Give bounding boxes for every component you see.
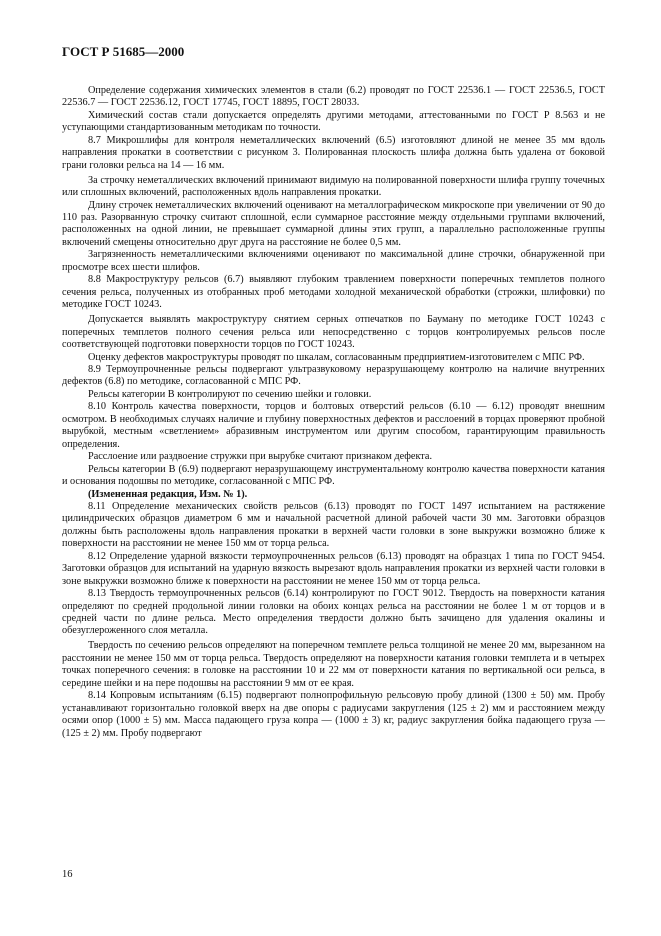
document-body	[62, 85, 605, 740]
paragraph: Рельсы категории В контролируют по сечению шейки и головки.	[88, 388, 372, 400]
paragraph: Химический состав стали допускается определять другими методами, аттестованными по ГОСТ Р 8.563 и не уступающими стандартизованным методикам по точности.	[62, 109, 605, 134]
paragraph-section-8-11: 8.11 Определение механических свойств рельсов (6.13) проводят по ГОСТ 1497 испытанием на растяжение цилиндрических образцов диаметром 6 мм и начальной расчетной длиной рабочей части 30 мм. Заготовки образцов должны быть расположены вдоль направления прокатки в верхней части головки в зоне выкружки возможно ближе к поверхности на расстоянии не менее 150 мм от торца рельса.	[62, 500, 605, 550]
paragraph-section-8-13: 8.13 Твердость термоупрочненных рельсов (6.14) контролируют по ГОСТ 9012. Твердость на поверхности катания определяют по средней продольной линии головки на обоих концах рельса на расстоянии не более 1 м от торцов и в средней части по длине рельса. Место определения твердости должно быть зачищено для удаления окалины и обезуглероженного слоя металла.	[62, 588, 605, 637]
paragraph-section-8-12: 8.12 Определение ударной вязкости термоупрочненных рельсов (6.13) проводят на образцах 1 типа по ГОСТ 9454. Заготовки образцов для испытаний на ударную вязкость вырезают вдоль направления прокатки из верхней части головки в зоне выкружки возможно ближе к поверхности на расстоянии не менее 150 мм от торца рельса.	[62, 550, 605, 587]
paragraph: Твердость по сечению рельсов определяют на поперечном темплете рельса толщиной не менее 20 мм, вырезанном на расстоянии не менее 150 мм от торца рельса. Твердость определяют на поверхности катания головки темплета и в четырех точках поперечного сечения: в головке на расстоянии 10 и 22 мм от поверхности катания по вертикальной оси рельса, в середине шейки и на пере подошвы на расстоянии 9 мм от ее края.	[62, 640, 605, 689]
page-number: 16	[62, 869, 73, 880]
amendment-note: (Измененная редакция, Изм. № 1).	[88, 488, 248, 500]
paragraph: Определение содержания химических элементов в стали (6.2) проводят по ГОСТ 22536.1 — ГОСТ 22536.5, ГОСТ 22536.7 — ГОСТ 22536.12, ГОСТ 17745, ГОСТ 18895, ГОСТ 28033.	[62, 85, 605, 109]
paragraph: За строчку неметаллических включений принимают видимую на полированной поверхности шлифа группу точечных или сплошных включений, расположенных вдоль направления прокатки.	[62, 174, 605, 199]
paragraph-section-8-9: 8.9 Термоупрочненные рельсы подвергают ультразвуковому неразрушающему контролю на наличие внутренних дефектов (6.8) по методике, согласованной с МПС РФ.	[62, 363, 605, 388]
paragraph: Оценку дефектов макроструктуры проводят по шкалам, согласованным предприятием-изготовителем с МПС РФ.	[88, 351, 585, 363]
paragraph-section-8-10: 8.10 Контроль качества поверхности, торцов и болтовых отверстий рельсов (6.10 — 6.12) проводят внешним осмотром. В необходимых случаях наличие и глубину поверхностных дефектов и расслоений в торцах проверяют пробной вырубкой, местным «светлением» абразивным инструментом или другим способом, гарантирующим правильность определения.	[62, 401, 605, 450]
paragraph-section-8-14: 8.14 Копровым испытаниям (6.15) подвергают полнопрофильную рельсовую пробу длиной (1300 ± 50) мм. Пробу устанавливают горизонтально головкой вверх на две опоры с радиусами закругления (125 ± 2) мм и расстоянием между осями опор (1000 ± 5) мм. Масса падающего груза копра — (1000 ± 3) кг, радиус закругления бойка падающего груза — (125 ± 2) мм. Пробу подвергают	[62, 690, 605, 739]
paragraph-section-8-7: 8.7 Микрошлифы для контроля неметаллических включений (6.5) изготовляют длиной не менее 35 мм вдоль направления прокатки в соответствии с рисунком 3. Полированная плоскость шлифа должна быть удалена от боковой грани головки рельса на 14 — 16 мм.	[62, 134, 605, 171]
paragraph: Загрязненность неметаллическими включениями оценивают по максимальной длине строчки, обнаруженной при просмотре всех шести шлифов.	[62, 249, 605, 273]
paragraph: Допускается выявлять макроструктуру снятием серных отпечатков по Бауману по методике ГОСТ 10243 с поперечных темплетов полного сечения рельса или непосредственно с торцов контролируемых рельсов после соответствующей подготовки поверхности торцов по ГОСТ 10243.	[62, 314, 605, 351]
document-header: ГОСТ Р 51685—2000	[62, 44, 185, 59]
paragraph: Рельсы категории В (6.9) подвергают неразрушающему инструментальному контролю качества поверхности катания и основания подошвы по методике, согласованной с МПС РФ.	[62, 463, 605, 488]
paragraph-section-8-8: 8.8 Макроструктуру рельсов (6.7) выявляют глубоким травлением поверхности поперечных темплетов полного сечения рельса, полученных из отобранных проб методами холодной механической обработки (строжки, шлифовки) по методике ГОСТ 10243.	[62, 274, 605, 311]
paragraph: Расслоение или раздвоение стружки при вырубке считают признаком дефекта.	[88, 451, 433, 463]
paragraph: Длину строчек неметаллических включений оценивают на металлографическом микроскопе при увеличении от 90 до 110 раз. Разорванную строчку считают сплошной, если суммарное расстояние между отдельными группами включений, расположенных на одной линии, не превышает суммарной длины этих групп, а параллельно расположенные группы включений смещены относительно друг друга на расстояние не более 0,5 мм.	[62, 199, 605, 248]
